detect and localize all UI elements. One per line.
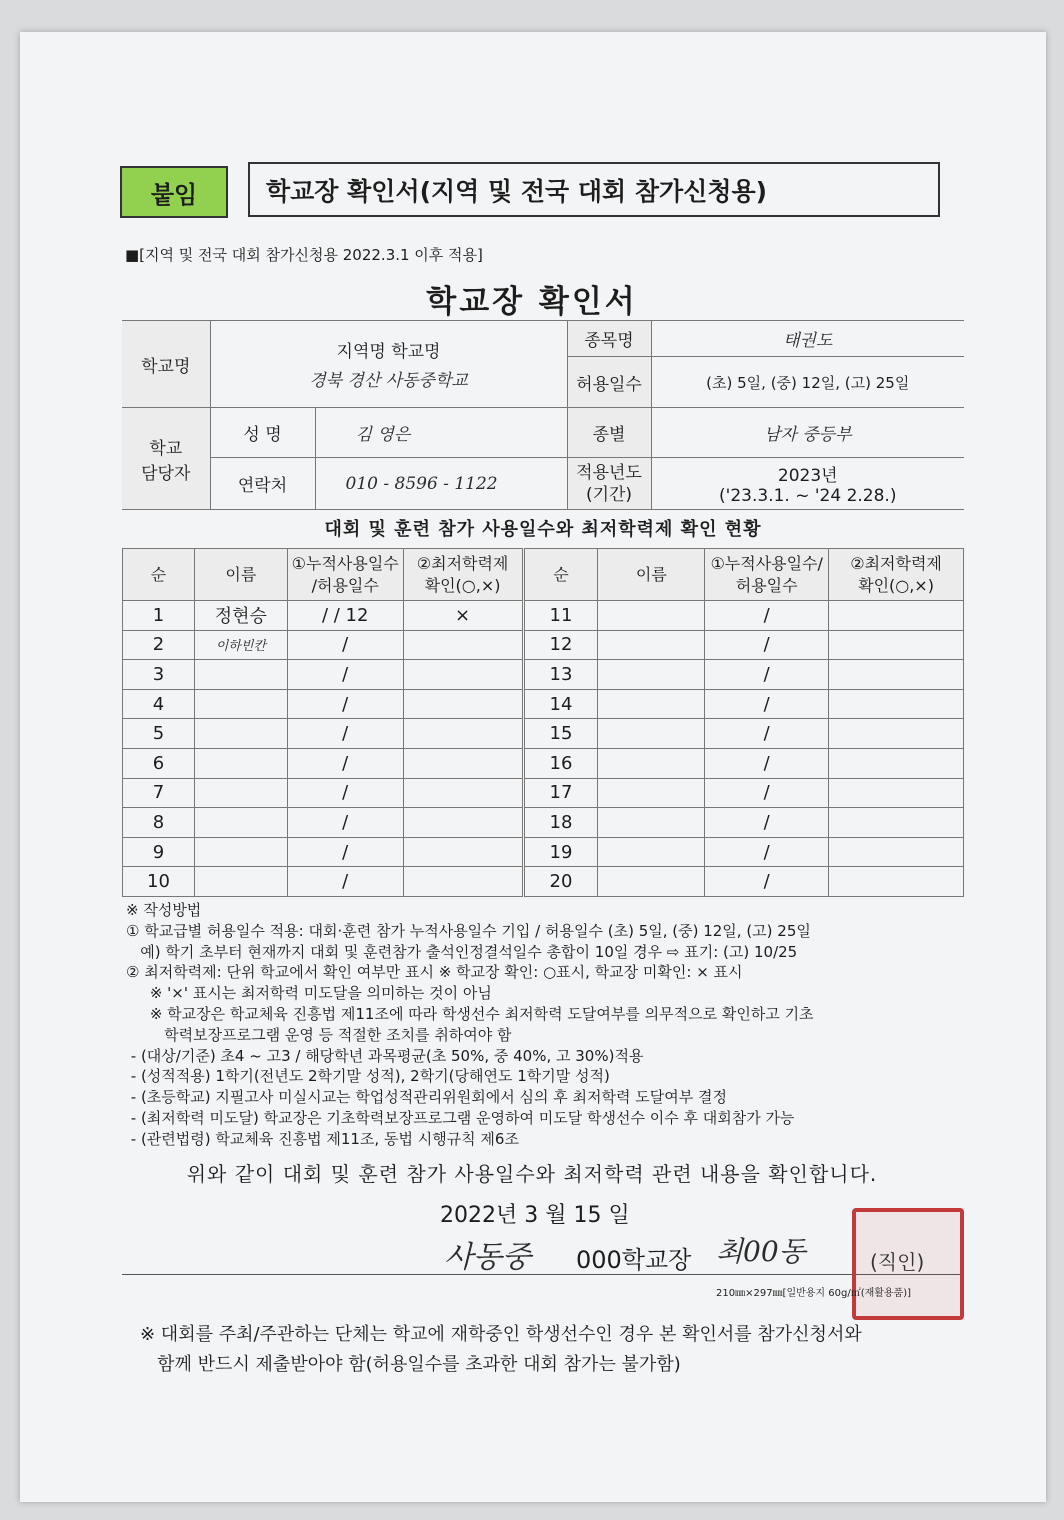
- row-check[interactable]: ×: [403, 601, 523, 631]
- instruction-line: ② 최저학력제: 단위 학교에서 확인 여부만 표시 ※ 학교장 확인: ○표시, 학교장 미확인: × 표시: [126, 963, 743, 982]
- header-check: ②최저학력제 확인(○,×): [403, 549, 523, 601]
- row-check[interactable]: [403, 660, 523, 690]
- row-name-right[interactable]: [598, 778, 705, 808]
- row-check-right[interactable]: [829, 601, 964, 631]
- region-school-label: 지역명 학교명: [336, 342, 441, 362]
- manager-name: 김 영은: [315, 408, 567, 458]
- paper-spec-footer: 210㎜×297㎜[일반용지 60g/㎡(재활용품)]: [716, 1288, 912, 1299]
- row-num-right[interactable]: 20: [523, 867, 598, 897]
- row-days[interactable]: /: [287, 748, 403, 778]
- row-days-right[interactable]: /: [705, 778, 829, 808]
- allowed-days-label: 허용일수: [567, 357, 651, 408]
- school-cell: [210, 321, 567, 408]
- row-check-right[interactable]: [829, 719, 964, 749]
- row-num-right[interactable]: 19: [523, 837, 598, 867]
- row-days-right[interactable]: /: [705, 867, 829, 897]
- table-row: [123, 837, 964, 867]
- row-name[interactable]: [194, 660, 287, 690]
- row-name-right[interactable]: [598, 837, 705, 867]
- instruction-line: - (초등학교) 지필고사 미실시교는 학업성적관리위원회에서 심의 후 최저학력 도달여부 결정: [126, 1088, 727, 1107]
- row-days[interactable]: / / 12: [287, 601, 403, 631]
- year-cell: [651, 458, 964, 510]
- bottom-note: [140, 1320, 862, 1380]
- row-check[interactable]: [403, 630, 523, 660]
- row-name[interactable]: [194, 748, 287, 778]
- row-days-right[interactable]: /: [705, 748, 829, 778]
- header-days-right: ①누적사용일수/ 허용일수: [705, 549, 829, 601]
- instruction-line: - (대상/기준) 초4 ~ 고3 / 해당학년 과목평균(초 50%, 중 40%, 고 30%)적용: [126, 1046, 644, 1065]
- header-check-right: ②최저학력제 확인(○,×): [829, 549, 964, 601]
- row-num-right[interactable]: 14: [523, 689, 598, 719]
- row-num[interactable]: 2: [123, 630, 195, 660]
- row-num[interactable]: 5: [123, 719, 195, 749]
- row-num[interactable]: 7: [123, 778, 195, 808]
- row-name[interactable]: [194, 778, 287, 808]
- row-name[interactable]: [194, 837, 287, 867]
- table-row: [123, 630, 964, 660]
- row-num-right[interactable]: 16: [523, 748, 598, 778]
- row-num-right[interactable]: 18: [523, 808, 598, 838]
- row-name[interactable]: 이하빈칸: [194, 630, 287, 660]
- row-num-right[interactable]: 13: [523, 660, 598, 690]
- school-name: 경북 경산 사동중학교: [309, 371, 468, 391]
- header-num-right: 순: [523, 549, 598, 601]
- allowed-days-value: (초) 5일, (중) 12일, (고) 25일: [651, 357, 964, 408]
- row-name[interactable]: 정현승: [194, 601, 287, 631]
- header-name: 이름: [194, 549, 287, 601]
- row-check-right[interactable]: [829, 837, 964, 867]
- row-name-right[interactable]: [598, 630, 705, 660]
- row-check[interactable]: [403, 867, 523, 897]
- contact-value: 010 - 8596 - 1122: [315, 458, 567, 510]
- sport-label: 종목명: [567, 321, 651, 357]
- row-days-right[interactable]: /: [705, 601, 829, 631]
- manager-label: 학교 담당자: [122, 408, 210, 510]
- row-check-right[interactable]: [829, 689, 964, 719]
- row-name[interactable]: [194, 808, 287, 838]
- row-days-right[interactable]: /: [705, 837, 829, 867]
- table-row: [123, 748, 964, 778]
- form-title: 학교장 확인서: [426, 284, 638, 320]
- header-num: 순: [123, 549, 195, 601]
- row-check-right[interactable]: [829, 778, 964, 808]
- row-check[interactable]: [403, 719, 523, 749]
- row-days-right[interactable]: /: [705, 808, 829, 838]
- name-label: 성 명: [210, 408, 315, 458]
- instruction-line: - (관련법령) 학교체육 진흥법 제11조, 동법 시행규칙 제6조: [126, 1129, 519, 1148]
- row-check-right[interactable]: [829, 660, 964, 690]
- period-value: ('23.3.1. ~ '24 2.28.): [719, 486, 897, 506]
- contact-label: 연락처: [210, 458, 315, 510]
- school-label: 학교명: [122, 321, 210, 408]
- row-days-right[interactable]: /: [705, 689, 829, 719]
- row-num-right[interactable]: 15: [523, 719, 598, 749]
- instruction-line: 예) 학기 초부터 현재까지 대회 및 훈련참가 출석인정결석일수 총합이 10일 경우 ⇨ 표기: (고) 10/25: [126, 942, 798, 961]
- row-num[interactable]: 3: [123, 660, 195, 690]
- row-num[interactable]: 9: [123, 837, 195, 867]
- year-value: 2023년: [777, 466, 838, 486]
- row-num-right[interactable]: 11: [523, 601, 598, 631]
- row-num[interactable]: 6: [123, 748, 195, 778]
- row-check[interactable]: [403, 689, 523, 719]
- applicability-note: ■[지역 및 전국 대회 참가신청용 2022.3.1 이후 적용]: [125, 246, 483, 264]
- header-name-right: 이름: [598, 549, 705, 601]
- row-days[interactable]: /: [287, 719, 403, 749]
- row-days[interactable]: /: [287, 660, 403, 690]
- bottom-note-line: 함께 반드시 제출받아야 함(허용일수를 초과한 대회 참가는 불가함): [140, 1354, 681, 1375]
- row-check[interactable]: [403, 808, 523, 838]
- attachment-badge: 붙임: [120, 166, 228, 218]
- confirmation-statement: 위와 같이 대회 및 훈련 참가 사용일수와 최저학력 관련 내용을 확인합니다.: [186, 1162, 878, 1186]
- instruction-line: ① 학교급별 허용일수 적용: 대회·훈련 참가 누적사용일수 기입 / 허용일수 (초) 5일, (중) 12일, (고) 25일: [126, 921, 811, 940]
- table-row: [123, 867, 964, 897]
- section-title: 대회 및 훈련 참가 사용일수와 최저학력제 확인 현황: [324, 519, 762, 540]
- row-days[interactable]: /: [287, 630, 403, 660]
- table-row: [123, 719, 964, 749]
- row-num-right[interactable]: 12: [523, 630, 598, 660]
- row-days[interactable]: /: [287, 689, 403, 719]
- row-num[interactable]: 8: [123, 808, 195, 838]
- instruction-line: ※ '×' 표시는 최저학력 미도달을 의미하는 것이 아님: [126, 984, 492, 1003]
- row-name-right[interactable]: [598, 748, 705, 778]
- row-name[interactable]: [194, 719, 287, 749]
- writing-instructions: [126, 900, 966, 1150]
- row-num-right[interactable]: 17: [523, 778, 598, 808]
- instruction-line: 학력보장프로그램 운영 등 적절한 조치를 취하여야 함: [126, 1025, 512, 1044]
- row-num[interactable]: 4: [123, 689, 195, 719]
- instruction-line: - (성적적용) 1학기(전년도 2학기말 성적), 2학기(당해연도 1학기말 성적): [126, 1067, 610, 1086]
- row-days-right[interactable]: /: [705, 719, 829, 749]
- category-label: 종별: [567, 408, 651, 458]
- row-num[interactable]: 10: [123, 867, 195, 897]
- table-row: [123, 660, 964, 690]
- row-days[interactable]: /: [287, 867, 403, 897]
- roster-table: [122, 548, 964, 897]
- bottom-note-line: ※ 대회를 주최/주관하는 단체는 학교에 재학중인 학생선수인 경우 본 확인서를 참가신청서와: [140, 1324, 862, 1345]
- school-signature: 사동중: [444, 1240, 531, 1275]
- row-check[interactable]: [403, 837, 523, 867]
- row-name[interactable]: [194, 867, 287, 897]
- row-name-right[interactable]: [598, 601, 705, 631]
- row-days-right[interactable]: /: [705, 630, 829, 660]
- row-name-right[interactable]: [598, 867, 705, 897]
- row-name-right[interactable]: [598, 689, 705, 719]
- row-check[interactable]: [403, 748, 523, 778]
- table-row: [123, 808, 964, 838]
- instruction-line: - (최저학력 미도달) 학교장은 기초학력보장프로그램 운영하여 미도달 학생선수 이수 후 대회참가 가능: [126, 1108, 795, 1127]
- row-check-right[interactable]: [829, 630, 964, 660]
- document-title: 학교장 확인서(지역 및 전국 대회 참가신청용): [248, 162, 940, 217]
- row-num[interactable]: 1: [123, 601, 195, 631]
- instruction-line: ※ 학교장은 학교체육 진흥법 제11조에 따라 학생선수 최저학력 도달여부를 의무적으로 확인하고 기초: [126, 1004, 814, 1023]
- row-check-right[interactable]: [829, 748, 964, 778]
- principal-title: 000학교장: [576, 1246, 692, 1274]
- signature-line: [122, 1274, 964, 1275]
- year-label: 적용년도 (기간): [567, 458, 651, 510]
- table-row: [123, 689, 964, 719]
- principal-signature: 최00동: [716, 1235, 806, 1268]
- table-row: [123, 601, 964, 631]
- category-value: 남자 중등부: [651, 408, 964, 458]
- row-check-right[interactable]: [829, 808, 964, 838]
- row-days-right[interactable]: /: [705, 660, 829, 690]
- header-days: ①누적사용일수 /허용일수: [287, 549, 403, 601]
- row-days[interactable]: /: [287, 808, 403, 838]
- seal-label: (직인): [870, 1250, 925, 1274]
- row-name-right[interactable]: [598, 808, 705, 838]
- row-days[interactable]: /: [287, 837, 403, 867]
- row-name[interactable]: [194, 689, 287, 719]
- row-check-right[interactable]: [829, 867, 964, 897]
- info-table: [122, 320, 964, 510]
- row-check[interactable]: [403, 778, 523, 808]
- row-name-right[interactable]: [598, 660, 705, 690]
- instruction-line: ※ 작성방법: [126, 901, 202, 919]
- row-days[interactable]: /: [287, 778, 403, 808]
- signature-date: 2022년 3 월 15 일: [440, 1203, 630, 1228]
- table-row: [123, 778, 964, 808]
- sport-value: 태권도: [651, 321, 964, 357]
- row-name-right[interactable]: [598, 719, 705, 749]
